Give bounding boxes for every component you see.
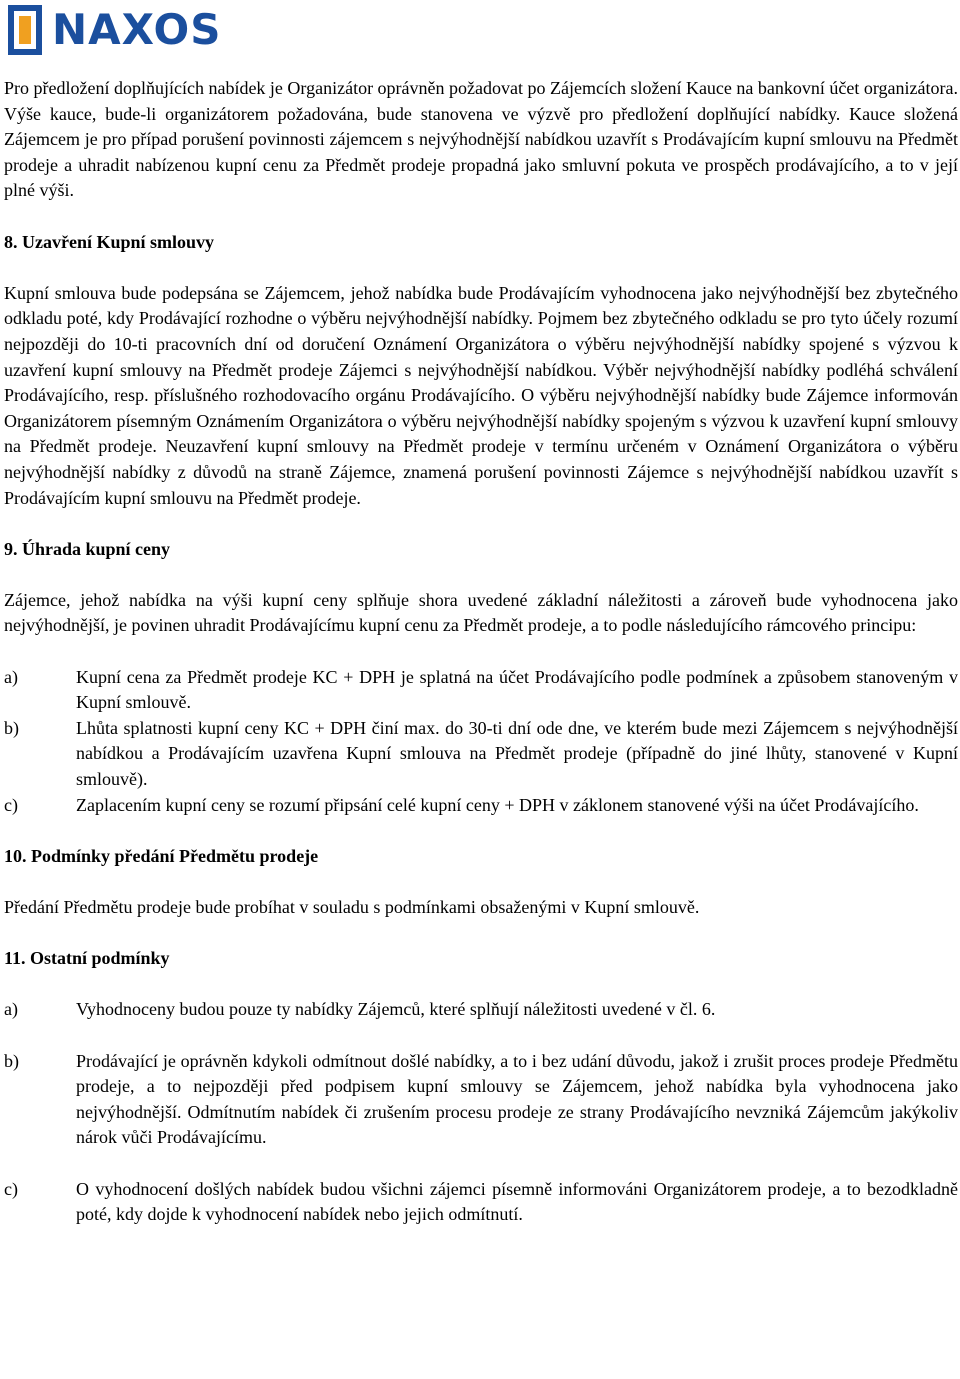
- naxos-logo-mark-icon: [8, 5, 42, 55]
- section-9-heading: 9. Úhrada kupní ceny: [4, 538, 171, 559]
- list-marker: b): [4, 717, 19, 738]
- list-item: [4, 1177, 958, 1228]
- list-marker: a): [4, 666, 18, 687]
- document-body: [4, 76, 958, 1228]
- section-11-list: [4, 997, 958, 1227]
- list-item: [4, 997, 958, 1023]
- list-marker: a): [4, 999, 18, 1020]
- list-item-text: Kupní cena za Předmět prodeje KC + DPH je splatná na účet Prodávajícího podle podmínek a způsobem stanoveným v Kupní smlouvě.: [76, 666, 958, 713]
- section-9-list: [4, 665, 958, 819]
- section-9-paragraph: Zájemce, jehož nabídka na výši kupní ceny splňuje shora uvedené základní náležitosti a zároveň bude vyhodnocena jako nejvýhodnější, je povinen uhradit Prodávajícímu kupní cenu za Předmět prodeje, a to podle následujícího rámcového principu:: [4, 589, 958, 636]
- section-10-heading: 10. Podmínky předání Předmětu prodeje: [4, 845, 319, 866]
- list-marker: c): [4, 1178, 18, 1199]
- intro-paragraph: Pro předložení doplňujících nabídek je Organizátor oprávněn požadovat po Zájemcích složení Kauce na bankovní účet organizátora. Výše kauce, bude-li organizátorem požadována, bude stanovena ve výzvě pro předložení doplňující nabídky. Kauce složená Zájemcem je pro případ porušení povinnosti zájemcem s nejvýhodnější nabídkou uzavřít s Prodávajícím kupní smlouvu na Předmět prodeje a uhradit nabízenou kupní cenu za Předmět prodeje propadná jako smluvní pokuta ve prospěch prodávajícího, a to v její plné výši.: [4, 78, 958, 201]
- list-item: [4, 793, 958, 819]
- list-marker: b): [4, 1050, 19, 1071]
- section-8-heading: 8. Uzavření Kupní smlouvy: [4, 231, 215, 252]
- naxos-logo: [8, 2, 222, 58]
- list-item-text: O vyhodnocení došlých nabídek budou všichni zájemci písemně informováni Organizátorem prodeje, a to bezodkladně poté, kdy dojde k vyhodnocení nabídek nebo jejich odmítnutí.: [76, 1178, 958, 1225]
- list-marker: c): [4, 794, 18, 815]
- section-11-heading: 11. Ostatní podmínky: [4, 948, 170, 969]
- list-item: [4, 716, 958, 793]
- list-item-text: Prodávající je oprávněn kdykoli odmítnout došlé nabídky, a to i bez udání důvodu, jakož i zrušit proces prodeje Předmětu prodeje, a to nejpozději před podpisem kupní smlouvy se Zájemcem, jehož nabídka byla vyhodnocena jako nejvýhodnější. Odmítnutím nabídek či zrušením procesu prodeje ze strany Prodávajícího nevzniká Zájemcům jakýkoliv nárok vůči Prodávajícímu.: [76, 1050, 958, 1148]
- section-10-paragraph: Předání Předmětu prodeje bude probíhat v souladu s podmínkami obsaženými v Kupní smlouvě.: [4, 897, 700, 917]
- list-item-text: Zaplacením kupní ceny se rozumí připsání celé kupní ceny + DPH v záklonem stanovené výši na účet Prodávajícího.: [76, 794, 919, 815]
- logo-text: NAXOS: [52, 5, 222, 54]
- list-item: [4, 665, 958, 716]
- list-item: [4, 1049, 958, 1151]
- list-item-text: Vyhodnoceny budou pouze ty nabídky Zájemců, které splňují náležitosti uvedené v čl. 6.: [76, 999, 716, 1020]
- section-8-paragraph: Kupní smlouva bude podepsána se Zájemcem, jehož nabídka bude Prodávajícím vyhodnocena jako nejvýhodnější bez zbytečného odkladu poté, kdy Prodávající rozhodne o výběru nejvýhodnější nabídky. Pojmem bez zbytečného odkladu se pro tyto účely rozumí nejpozději do 10-ti pracovních dní od doručení Oznámení Organizátora o výběru nejvýhodnější nabídky spojené s výzvou k uzavření kupní smlouvy na Předmět prodeje Zájemci s nejvýhodnější nabídkou. Výběr nejvýhodnější nabídky podléhá schválení Prodávajícího, resp. příslušného rozhodovacího orgánu Prodávajícího. O výběru nejvýhodnější nabídky bude Zájemce informován Organizátorem písemným Oznámením Organizátora o výběru nejvýhodnější nabídky spojeným s výzvou k uzavření kupní smlouvy na Předmět prodeje. Neuzavření kupní smlouvy na Předmět prodeje v termínu určeném v Oznámení Organizátora o výběru nejvýhodnější nabídky z důvodů na straně Zájemce, znamená porušení povinnosti Zájemce s nejvýhodnější nabídkou uzavřít s Prodávajícím kupní smlouvu na Předmět prodeje.: [4, 282, 958, 508]
- list-item-text: Lhůta splatnosti kupní ceny KC + DPH činí max. do 30-ti dní ode dne, ve kterém bude mezi Zájemcem s nejvýhodnější nabídkou a Prodávajícím uzavřena Kupní smlouva na Předmět prodeje (případně do jiné lhůty, stanovené v Kupní smlouvě).: [76, 717, 958, 790]
